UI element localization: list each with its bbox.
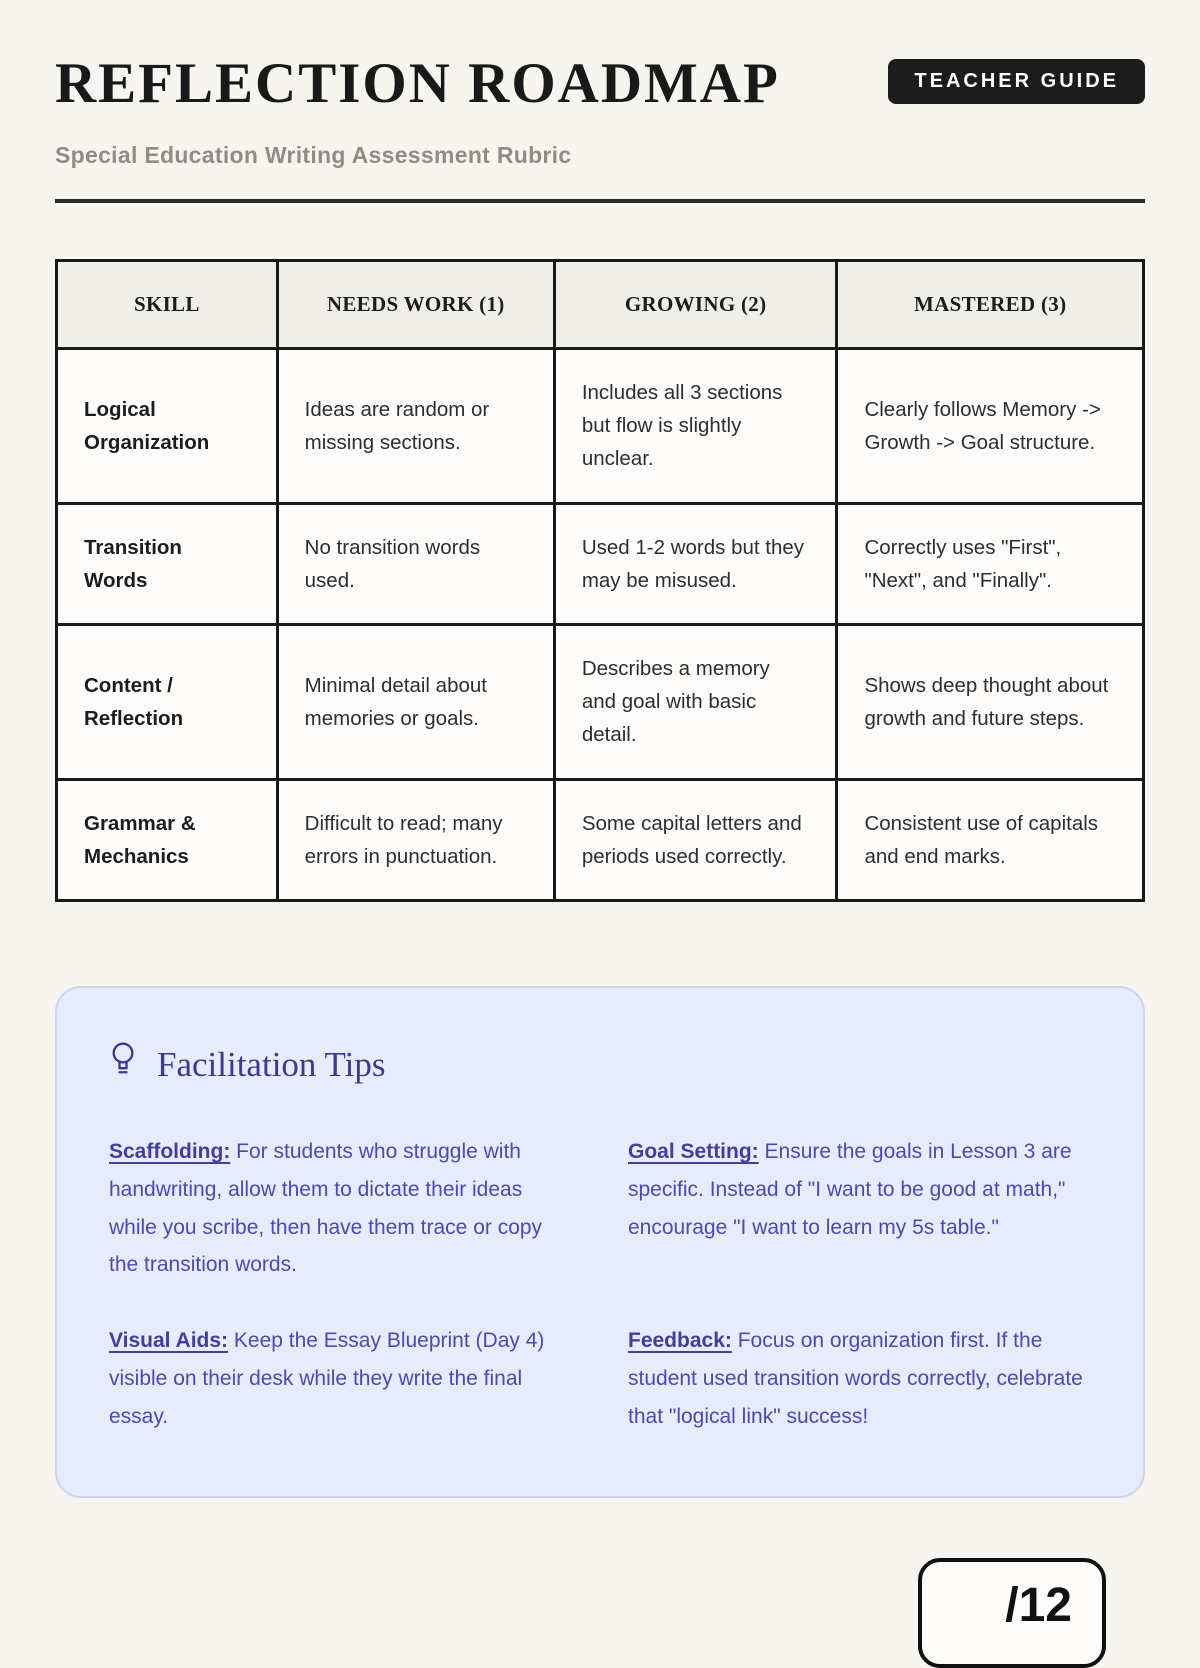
facilitation-tips-panel [55, 986, 1145, 1498]
needs-work-cell: No transition words used. [277, 503, 554, 624]
header-divider [55, 199, 1145, 203]
skill-label: Grammar & Mechanics [57, 779, 278, 900]
tip-label: Visual Aids: [109, 1329, 229, 1353]
skill-label: Logical Organization [57, 349, 278, 504]
tip-label: Feedback: [628, 1329, 732, 1353]
page-subtitle: Special Education Writing Assessment Rubric [55, 142, 572, 168]
tip-text: For students who struggle with handwriting, allow them to dictate their ideas while you scribe, then have them trace or copy the transition words. [109, 1140, 543, 1277]
growing-cell: Some capital letters and periods used correctly. [554, 779, 837, 900]
rubric-row-transition-words [57, 503, 1144, 624]
page-title: REFLECTION ROADMAP [55, 52, 780, 115]
skill-label: Content / Reflection [57, 625, 278, 780]
growing-cell: Describes a memory and goal with basic detail. [554, 625, 837, 780]
tip-feedback [628, 1322, 1091, 1435]
tip-text: Focus on organization first. If the student used transition words correctly, celebrate that "logical link" success! [628, 1329, 1083, 1428]
rubric-table [55, 259, 1145, 902]
rubric-row-logical-organization [57, 349, 1144, 504]
tip-goal-setting [628, 1133, 1091, 1284]
tip-label: Goal Setting: [628, 1140, 759, 1164]
tips-heading [109, 1040, 1091, 1089]
header [55, 52, 1145, 115]
tip-label: Scaffolding: [109, 1140, 231, 1164]
growing-cell: Includes all 3 sections but flow is slightly unclear. [554, 349, 837, 504]
lightbulb-icon [109, 1040, 137, 1089]
tip-scaffolding [109, 1133, 572, 1284]
tip-visual-aids [109, 1322, 572, 1435]
tip-text: Keep the Essay Blueprint (Day 4) visible on their desk while they write the final essay. [109, 1329, 545, 1428]
mastered-cell: Clearly follows Memory -> Growth -> Goal structure. [837, 349, 1144, 504]
column-header-growing: GROWING (2) [554, 261, 837, 349]
needs-work-cell: Minimal detail about memories or goals. [277, 625, 554, 780]
mastered-cell: Correctly uses "First", "Next", and "Finally". [837, 503, 1144, 624]
total-score-box [918, 1558, 1106, 1668]
score-denominator: /12 [1005, 1579, 1072, 1632]
rubric-row-content-reflection [57, 625, 1144, 780]
column-header-needs-work: NEEDS WORK (1) [277, 261, 554, 349]
tips-grid [109, 1133, 1091, 1436]
teacher-guide-badge: TEACHER GUIDE [888, 59, 1145, 104]
rubric-header-row [57, 261, 1144, 349]
column-header-mastered: MASTERED (3) [837, 261, 1144, 349]
needs-work-cell: Difficult to read; many errors in punctuation. [277, 779, 554, 900]
mastered-cell: Consistent use of capitals and end marks. [837, 779, 1144, 900]
needs-work-cell: Ideas are random or missing sections. [277, 349, 554, 504]
skill-label: Transition Words [57, 503, 278, 624]
rubric-row-grammar-mechanics [57, 779, 1144, 900]
tip-text: Ensure the goals in Lesson 3 are specific. Instead of "I want to be good at math," encourage "I want to learn my 5s table." [628, 1140, 1072, 1239]
growing-cell: Used 1-2 words but they may be misused. [554, 503, 837, 624]
mastered-cell: Shows deep thought about growth and future steps. [837, 625, 1144, 780]
column-header-skill: SKILL [57, 261, 278, 349]
tips-title: Facilitation Tips [157, 1044, 386, 1084]
